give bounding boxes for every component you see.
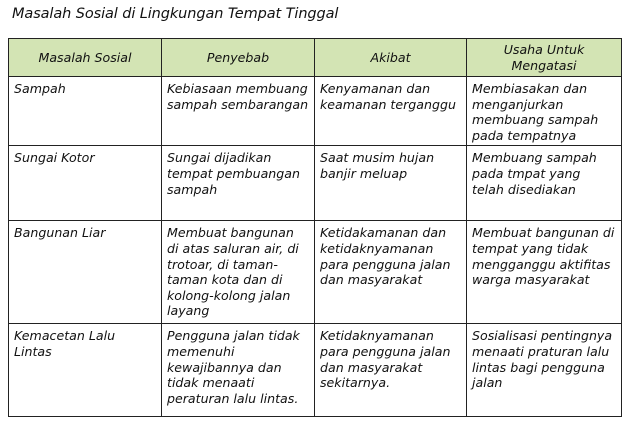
cell-akibat: Ketidakamanan dan ketidaknyamanan para pengguna jalan dan masyarakat [315, 221, 467, 324]
table-row [9, 77, 622, 146]
cell-penyebab: Kebiasaan membuang sampah sembarangan [162, 77, 315, 146]
header-penyebab: Penyebab [162, 39, 315, 77]
cell-masalah: Bangunan Liar [9, 221, 162, 324]
cell-akibat: Ketidaknyamanan para pengguna jalan dan masyarakat sekitarnya. [315, 324, 467, 417]
cell-penyebab: Sungai dijadikan tempat pembuangan sampah [162, 146, 315, 221]
table-row [9, 221, 622, 324]
cell-penyebab: Membuat bangunan di atas saluran air, di trotoar, di taman-taman kota dan di kolong-kolong jalan layang [162, 221, 315, 324]
page-title: Masalah Sosial di Lingkungan Tempat Tinggal [12, 6, 339, 22]
table-header-row [9, 39, 622, 77]
header-akibat: Akibat [315, 39, 467, 77]
cell-masalah: Kemacetan Lalu Lintas [9, 324, 162, 417]
cell-akibat: Kenyamanan dan keamanan terganggu [315, 77, 467, 146]
cell-akibat: Saat musim hujan banjir meluap [315, 146, 467, 221]
cell-penyebab: Pengguna jalan tidak memenuhi kewajibannya dan tidak menaati peraturan lalu lintas. [162, 324, 315, 417]
cell-masalah: Sampah [9, 77, 162, 146]
social-problems-table [8, 38, 622, 417]
cell-masalah: Sungai Kotor [9, 146, 162, 221]
cell-usaha: Membuat bangunan di tempat yang tidak mengganggu aktifitas warga masyarakat [467, 221, 622, 324]
header-masalah-sosial: Masalah Sosial [9, 39, 162, 77]
table-row [9, 146, 622, 221]
header-usaha-untuk-mengatasi: Usaha Untuk Mengatasi [467, 39, 622, 77]
cell-usaha: Sosialisasi pentingnya menaati praturan lalu lintas bagi pengguna jalan [467, 324, 622, 417]
table-row [9, 324, 622, 417]
cell-usaha: Membuang sampah pada tmpat yang telah disediakan [467, 146, 622, 221]
cell-usaha: Membiasakan dan menganjurkan membuang sampah pada tempatnya [467, 77, 622, 146]
